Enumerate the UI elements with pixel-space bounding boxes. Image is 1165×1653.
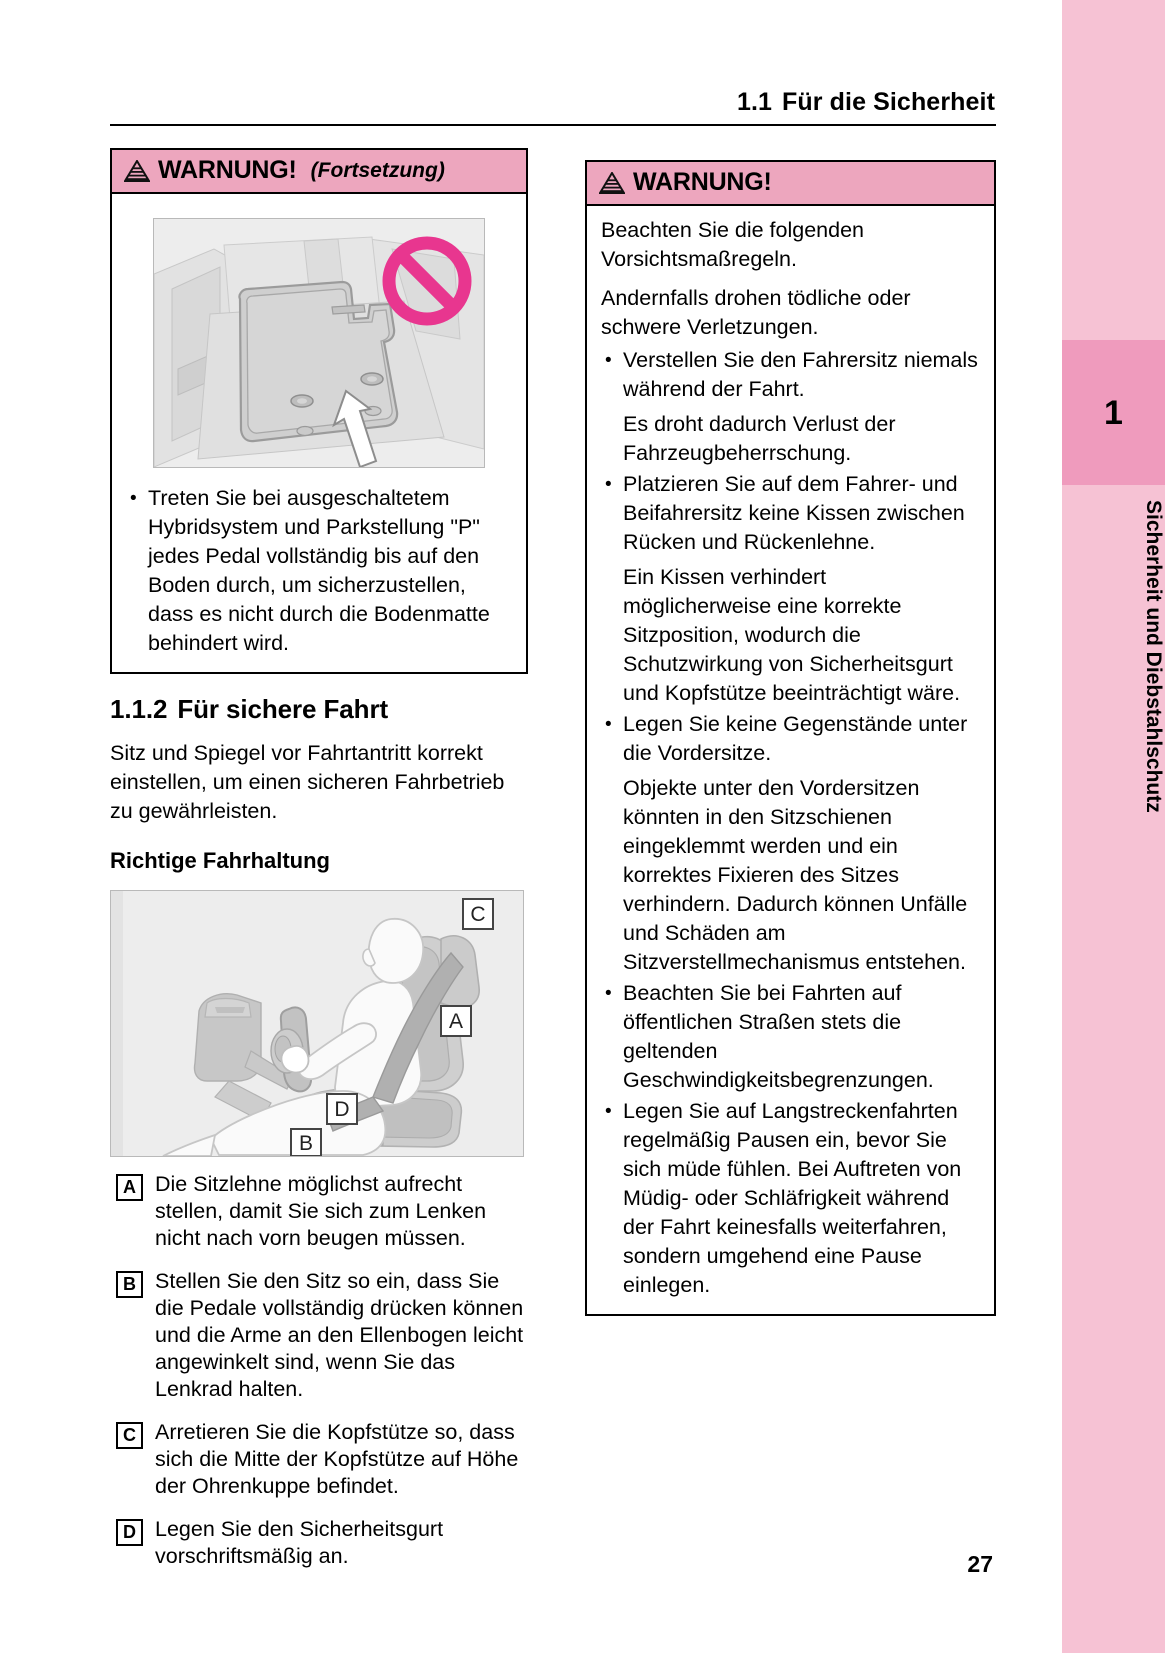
subsection-heading: Richtige Fahrhaltung — [110, 848, 330, 873]
warning-box-header — [112, 150, 526, 194]
warning-bullet: • Platzieren Sie auf dem Fahrer- und Beifahrersitz keine Kissen zwischen Rücken und Rückenlehne. — [601, 470, 980, 557]
warning-box-continuation — [110, 148, 528, 674]
warning-bullet: • Verstellen Sie den Fahrersitz niemals während der Fahrt. — [601, 346, 980, 404]
warning-bullet-detail: Ein Kissen verhindert möglicherweise eine korrekte Sitzposition, wodurch die Schutzwirkung von Sicherheitsgurt und Kopfstütze beeinträchtigt wäre. — [623, 565, 961, 705]
figure-label-B — [291, 1129, 321, 1156]
callout-item — [110, 1419, 528, 1500]
floor-mat-pedal-illustration — [153, 218, 485, 468]
callout-badge-a: A — [116, 1174, 143, 1201]
svg-text:D: D — [334, 1098, 350, 1121]
header-section-number: 1.1 — [736, 88, 773, 116]
warning-bullet: • Legen Sie auf Langstreckenfahrten regelmäßig Pausen ein, bevor Sie sich müde fühlen. Bei Auftreten von Müdig- oder Schläfrigkeit während der Fahrt keinesfalls weiterfahren, sondern umgehend eine Pause einlegen. — [601, 1097, 980, 1300]
warning-intro-2: Andernfalls drohen tödliche oder schwere Verletzungen. — [601, 286, 911, 339]
warning-bullet: • Beachten Sie bei Fahrten auf öffentlichen Straßen stets die geltenden Geschwindigkeitsbegrenzungen. — [601, 979, 980, 1095]
figure-label-D — [327, 1094, 357, 1124]
svg-text:C: C — [470, 903, 486, 926]
chapter-tab-strip — [1062, 0, 1165, 1653]
warning-box-body — [587, 206, 994, 1314]
warning-intro-1: Beachten Sie die folgenden Vorsichtsmaßregeln. — [601, 218, 864, 271]
callout-text-c: Arretieren Sie die Kopfstütze so, dass sich die Mitte der Kopfstütze auf Höhe der Ohrenkuppe befindet. — [155, 1420, 519, 1498]
svg-text:A: A — [448, 1010, 464, 1033]
warning-box-body — [112, 194, 526, 672]
header-divider — [110, 124, 996, 126]
warning-bullet: • Treten Sie bei ausgeschaltetem Hybridsystem und Parkstellung "P" jedes Pedal vollständig bis auf den Boden durch, um sicherzustellen, dass es nicht durch die Bodenmatte behindert wird. — [126, 484, 512, 658]
callout-badge-d: D — [116, 1519, 143, 1546]
callout-text-d: Legen Sie den Sicherheitsgurt vorschriftsmäßig an. — [155, 1517, 444, 1568]
chapter-number-block — [1062, 340, 1165, 485]
chapter-number: 1 — [1104, 393, 1123, 432]
warning-box-header — [587, 162, 994, 206]
callout-text-a: Die Sitzlehne möglichst aufrecht stellen, damit Sie sich zum Lenken nicht nach vorn beugen müssen. — [155, 1172, 487, 1250]
warning-title: WARNUNG! — [158, 156, 297, 184]
left-warning-bullets — [126, 484, 512, 658]
driving-posture-figure-graphic — [111, 891, 523, 1156]
section-heading — [110, 694, 528, 725]
figure-label-A — [441, 1006, 471, 1036]
section-heading-number: 1.1.2 — [110, 694, 168, 724]
callout-text-b: Stellen Sie den Sitz so ein, dass Sie die Pedale vollständig drücken können und die Arme an den Ellenbogen leicht angewinkelt sind, wenn Sie das Lenkrad halten. — [155, 1269, 524, 1401]
left-column — [110, 148, 528, 1586]
callout-list — [110, 1171, 528, 1570]
warning-triangle-icon — [124, 160, 150, 182]
driving-posture-illustration — [110, 890, 524, 1157]
warning-triangle-icon — [599, 172, 625, 194]
header-section-title: Für die Sicherheit — [782, 88, 995, 116]
warning-box-main — [585, 160, 996, 1316]
warning-bullet-detail: Objekte unter den Vordersitzen könnten in den Sitzschienen eingeklemmt werden und ein korrektes Fixieren des Sitzes verhindern. Dadurch können Unfälle und Schäden am Sitzverstellmechanismus entstehen. — [623, 776, 968, 974]
warning-bullet: • Legen Sie keine Gegenstände unter die Vordersitze. — [601, 710, 980, 768]
right-column — [585, 160, 996, 1316]
section-heading-title: Für sichere Fahrt — [177, 694, 389, 724]
callout-item — [110, 1268, 528, 1403]
callout-item — [110, 1171, 528, 1252]
warning-bullet-list — [601, 346, 980, 1300]
warning-title: WARNUNG! — [633, 168, 772, 196]
warning-bullet-detail: Es droht dadurch Verlust der Fahrzeugbeherrschung. — [623, 412, 896, 465]
warning-continuation-label: (Fortsetzung) — [310, 158, 445, 182]
floor-mat-figure-graphic — [154, 219, 484, 467]
page-header — [110, 88, 995, 117]
svg-text:B: B — [298, 1132, 314, 1155]
chapter-title: Sicherheit und Diebstahlschutz — [1142, 500, 1165, 813]
section-intro-paragraph: Sitz und Spiegel vor Fahrtantritt korrekt einstellen, um einen sicheren Fahrbetrieb zu gewährleisten. — [110, 741, 505, 823]
callout-badge-b: B — [116, 1271, 143, 1298]
figure-label-C — [463, 899, 493, 929]
page-number: 27 — [967, 1551, 993, 1577]
callout-item — [110, 1516, 528, 1570]
callout-badge-c: C — [116, 1422, 143, 1449]
